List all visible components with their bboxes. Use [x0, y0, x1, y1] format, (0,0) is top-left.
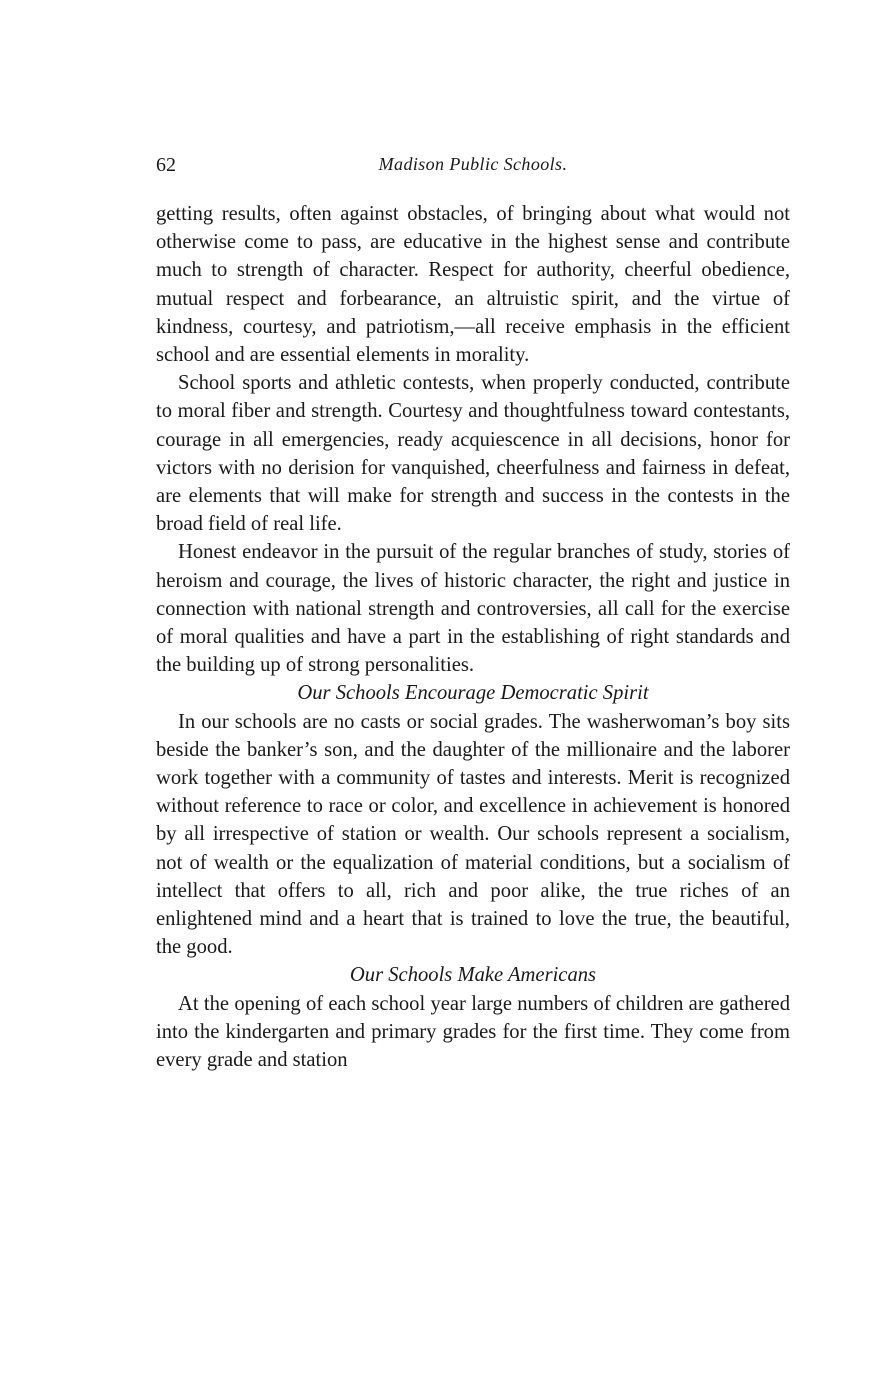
- paragraph-honest-endeavor: Honest endeavor in the pursuit of the regular branches of study, stories of heroism and courage, the lives of historic character, the right and justice in connection with national strength and controversies, all call for the exercise of moral qualities and have a part in the establishing of right standards and the building up of strong personalities.: [156, 541, 790, 677]
- running-head: [156, 154, 790, 182]
- section-heading-democratic-spirit: Our Schools Encourage Democratic Spirit: [297, 682, 649, 705]
- running-title: Madison Public Schools.: [378, 154, 568, 174]
- paragraph-continued: getting results, often against obstacles, of bringing about what would not otherwise come to pass, are educative in the highest sense and contribute much to strength of character. Respect for authority, cheerful obedience, mutual respect and forbearance, an altruistic spirit, and the virtue of kindness, courtesy, and patriotism,—all receive emphasis in the efficient school and are essential elements in morality.: [156, 203, 790, 367]
- body-text: [156, 200, 790, 1074]
- paragraph-make-americans: At the opening of each school year large numbers of children are gathered into the kindergarten and primary grades for the first time. They come from every grade and station: [156, 992, 790, 1072]
- section-heading-make-americans: Our Schools Make Americans: [349, 964, 597, 987]
- paragraph-school-sports: School sports and athletic contests, when properly conducted, contribute to moral fiber and strength. Courtesy and thoughtfulness toward contestants, courage in all emergencies, ready acquiescence in all decisions, honor for victors with no derision for vanquished, cheerfulness and fairness in defeat, are elements that will make for strength and success in the contests in the broad field of real life.: [156, 372, 790, 536]
- paragraph-democratic-spirit: In our schools are no casts or social grades. The washerwoman’s boy sits beside the banker’s son, and the daughter of the millionaire and the laborer work together with a community of tastes and interests. Merit is recognized without reference to race or color, and excellence in achievement is honored by all irrespective of station or wealth. Our schools represent a socialism, not of wealth or the equalization of material conditions, but a socialism of intellect that offers to all, rich and poor alike, the true riches of an enlightened mind and a heart that is trained to love the true, the beautiful, the good.: [156, 710, 790, 959]
- page-number: 62: [156, 154, 176, 176]
